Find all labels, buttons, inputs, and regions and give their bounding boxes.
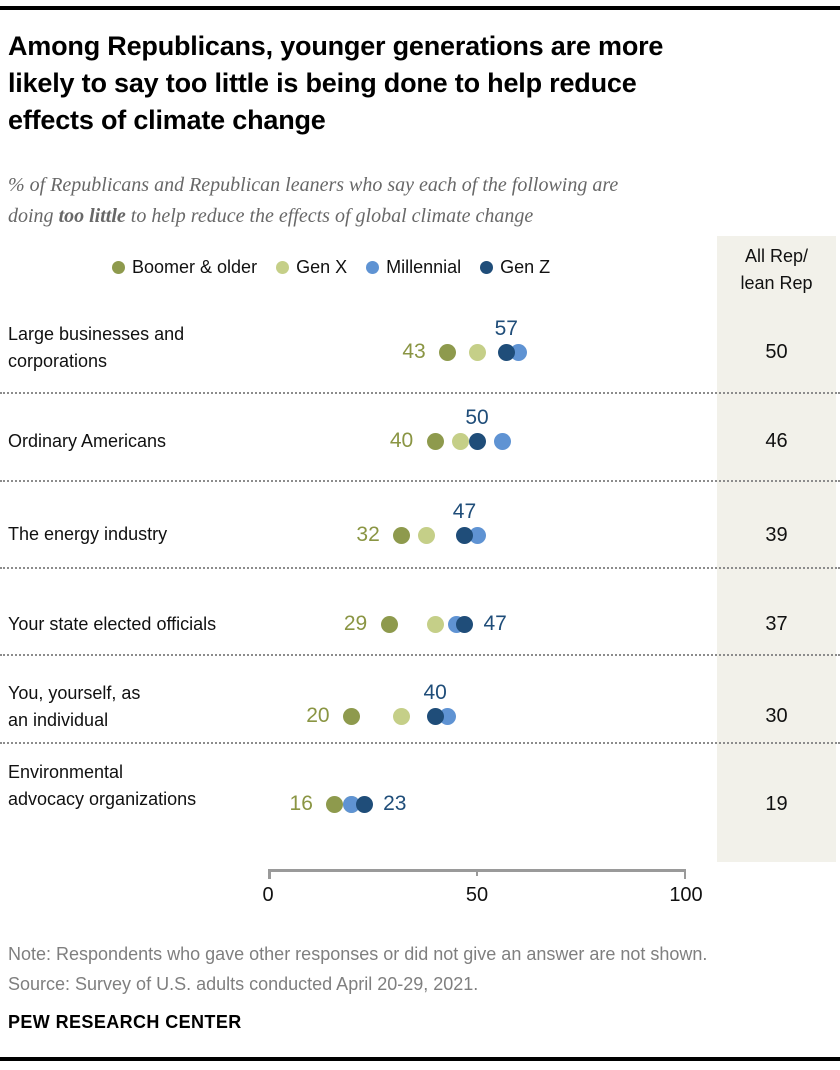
all-rep-value: 19 <box>765 793 788 815</box>
all-rep-value: 46 <box>765 430 788 452</box>
row-separator-3 <box>0 567 840 569</box>
row-label-line: You, yourself, as <box>8 683 141 703</box>
all-rep-value: 39 <box>765 524 788 546</box>
all-rep-value: 30 <box>765 705 788 727</box>
all-rep-header-line-1: All Rep/ <box>744 246 809 266</box>
axis-end-tick-right <box>684 869 687 879</box>
row-label-line: Environmental <box>8 762 124 782</box>
boomer-dot <box>326 796 343 813</box>
genz-value-label: 47 <box>483 612 507 635</box>
note-text: Note: Respondents who gave other responses or did not give an answer are not shown. <box>8 944 708 964</box>
subtitle-line-2: doing too little to help reduce the effects of global climate change <box>8 205 534 227</box>
legend-item-millennial <box>366 257 461 278</box>
subtitle-line-1: % of Republicans and Republican leaners who say each of the following are <box>8 174 619 196</box>
all-rep-value: 50 <box>765 341 788 363</box>
axis-mid-tick <box>476 869 479 876</box>
row-label-line: corporations <box>8 351 108 371</box>
source-text: Source: Survey of U.S. adults conducted April 20-29, 2021. <box>8 974 479 994</box>
genz-value-label: 23 <box>383 792 407 815</box>
row-label-line: an individual <box>8 710 109 730</box>
boomer-value-label: 40 <box>389 429 414 452</box>
boomer-value-label: 20 <box>306 704 330 727</box>
row-label-2 <box>8 428 276 455</box>
row-label-1 <box>8 321 276 375</box>
axis-tick-label-50: 50 <box>465 884 489 906</box>
boomer-legend-dot <box>112 261 125 274</box>
legend-label-genx: Gen X <box>296 256 348 277</box>
legend-item-boomer <box>112 257 257 278</box>
boomer-value-label: 43 <box>402 340 426 363</box>
boomer-dot <box>427 433 444 450</box>
row-separator-2 <box>0 480 840 482</box>
boomer-dot <box>393 527 410 544</box>
chart-subtitle <box>8 170 832 232</box>
legend-item-genz <box>480 257 550 278</box>
row-label-6 <box>8 759 276 813</box>
boomer-value-label: 16 <box>289 792 313 815</box>
top-rule <box>0 6 840 10</box>
genx-legend-dot <box>276 261 289 274</box>
title-line-2: likely to say too little is being done to help reduce <box>8 68 637 98</box>
all-rep-column-header <box>717 243 836 297</box>
genx-dot <box>427 616 444 633</box>
row-label-line: Your state elected officials <box>8 613 217 634</box>
millennial-dot <box>494 433 511 450</box>
row-separator-1 <box>0 392 840 394</box>
brand-text: PEW RESEARCH CENTER <box>8 1012 242 1032</box>
all-rep-header-line-2: lean Rep <box>740 273 813 293</box>
boomer-dot <box>343 708 360 725</box>
genz-value-label: 57 <box>494 317 518 340</box>
chart-title <box>8 28 832 139</box>
row-separator-4 <box>0 654 840 656</box>
legend-label-boomer: Boomer & older <box>132 256 258 277</box>
genz-value-label: 50 <box>465 406 489 429</box>
title-line-1: Among Republicans, younger generations are more <box>8 31 664 61</box>
genx-dot <box>452 433 469 450</box>
genx-dot <box>418 527 435 544</box>
all-rep-value: 37 <box>765 613 788 635</box>
genx-dot <box>469 344 486 361</box>
genz-dot <box>456 616 473 633</box>
row-label-line: Ordinary Americans <box>8 430 167 451</box>
row-label-line: The energy industry <box>8 523 168 544</box>
genz-legend-dot <box>480 261 493 274</box>
row-label-5 <box>8 680 276 734</box>
genz-value-label: 40 <box>423 681 447 704</box>
boomer-value-label: 29 <box>343 612 368 635</box>
row-label-line: Large businesses and <box>8 324 185 344</box>
row-label-3 <box>8 521 276 548</box>
row-label-4 <box>8 611 276 638</box>
subtitle-bold-phrase: too little <box>58 205 126 227</box>
axis-tick-label-100: 100 <box>669 884 703 906</box>
genz-dot <box>498 344 515 361</box>
row-separator-5 <box>0 742 840 744</box>
axis-end-tick-left <box>268 869 271 879</box>
genz-dot <box>456 527 473 544</box>
genz-value-label: 47 <box>452 500 477 523</box>
bottom-rule <box>0 1057 840 1061</box>
boomer-value-label: 32 <box>356 523 380 546</box>
axis-tick-label-0: 0 <box>262 884 274 906</box>
legend-label-genz: Gen Z <box>500 256 551 277</box>
all-rep-column-background <box>717 236 836 862</box>
legend-item-genx <box>276 257 347 278</box>
legend <box>112 254 550 280</box>
genx-dot <box>393 708 410 725</box>
millennial-legend-dot <box>366 261 379 274</box>
title-line-3: effects of climate change <box>8 105 326 135</box>
genz-dot <box>427 708 444 725</box>
row-label-line: advocacy organizations <box>8 789 197 809</box>
boomer-dot <box>439 344 456 361</box>
boomer-dot <box>381 616 398 633</box>
genz-dot <box>356 796 373 813</box>
legend-label-millennial: Millennial <box>386 256 462 277</box>
genz-dot <box>469 433 486 450</box>
